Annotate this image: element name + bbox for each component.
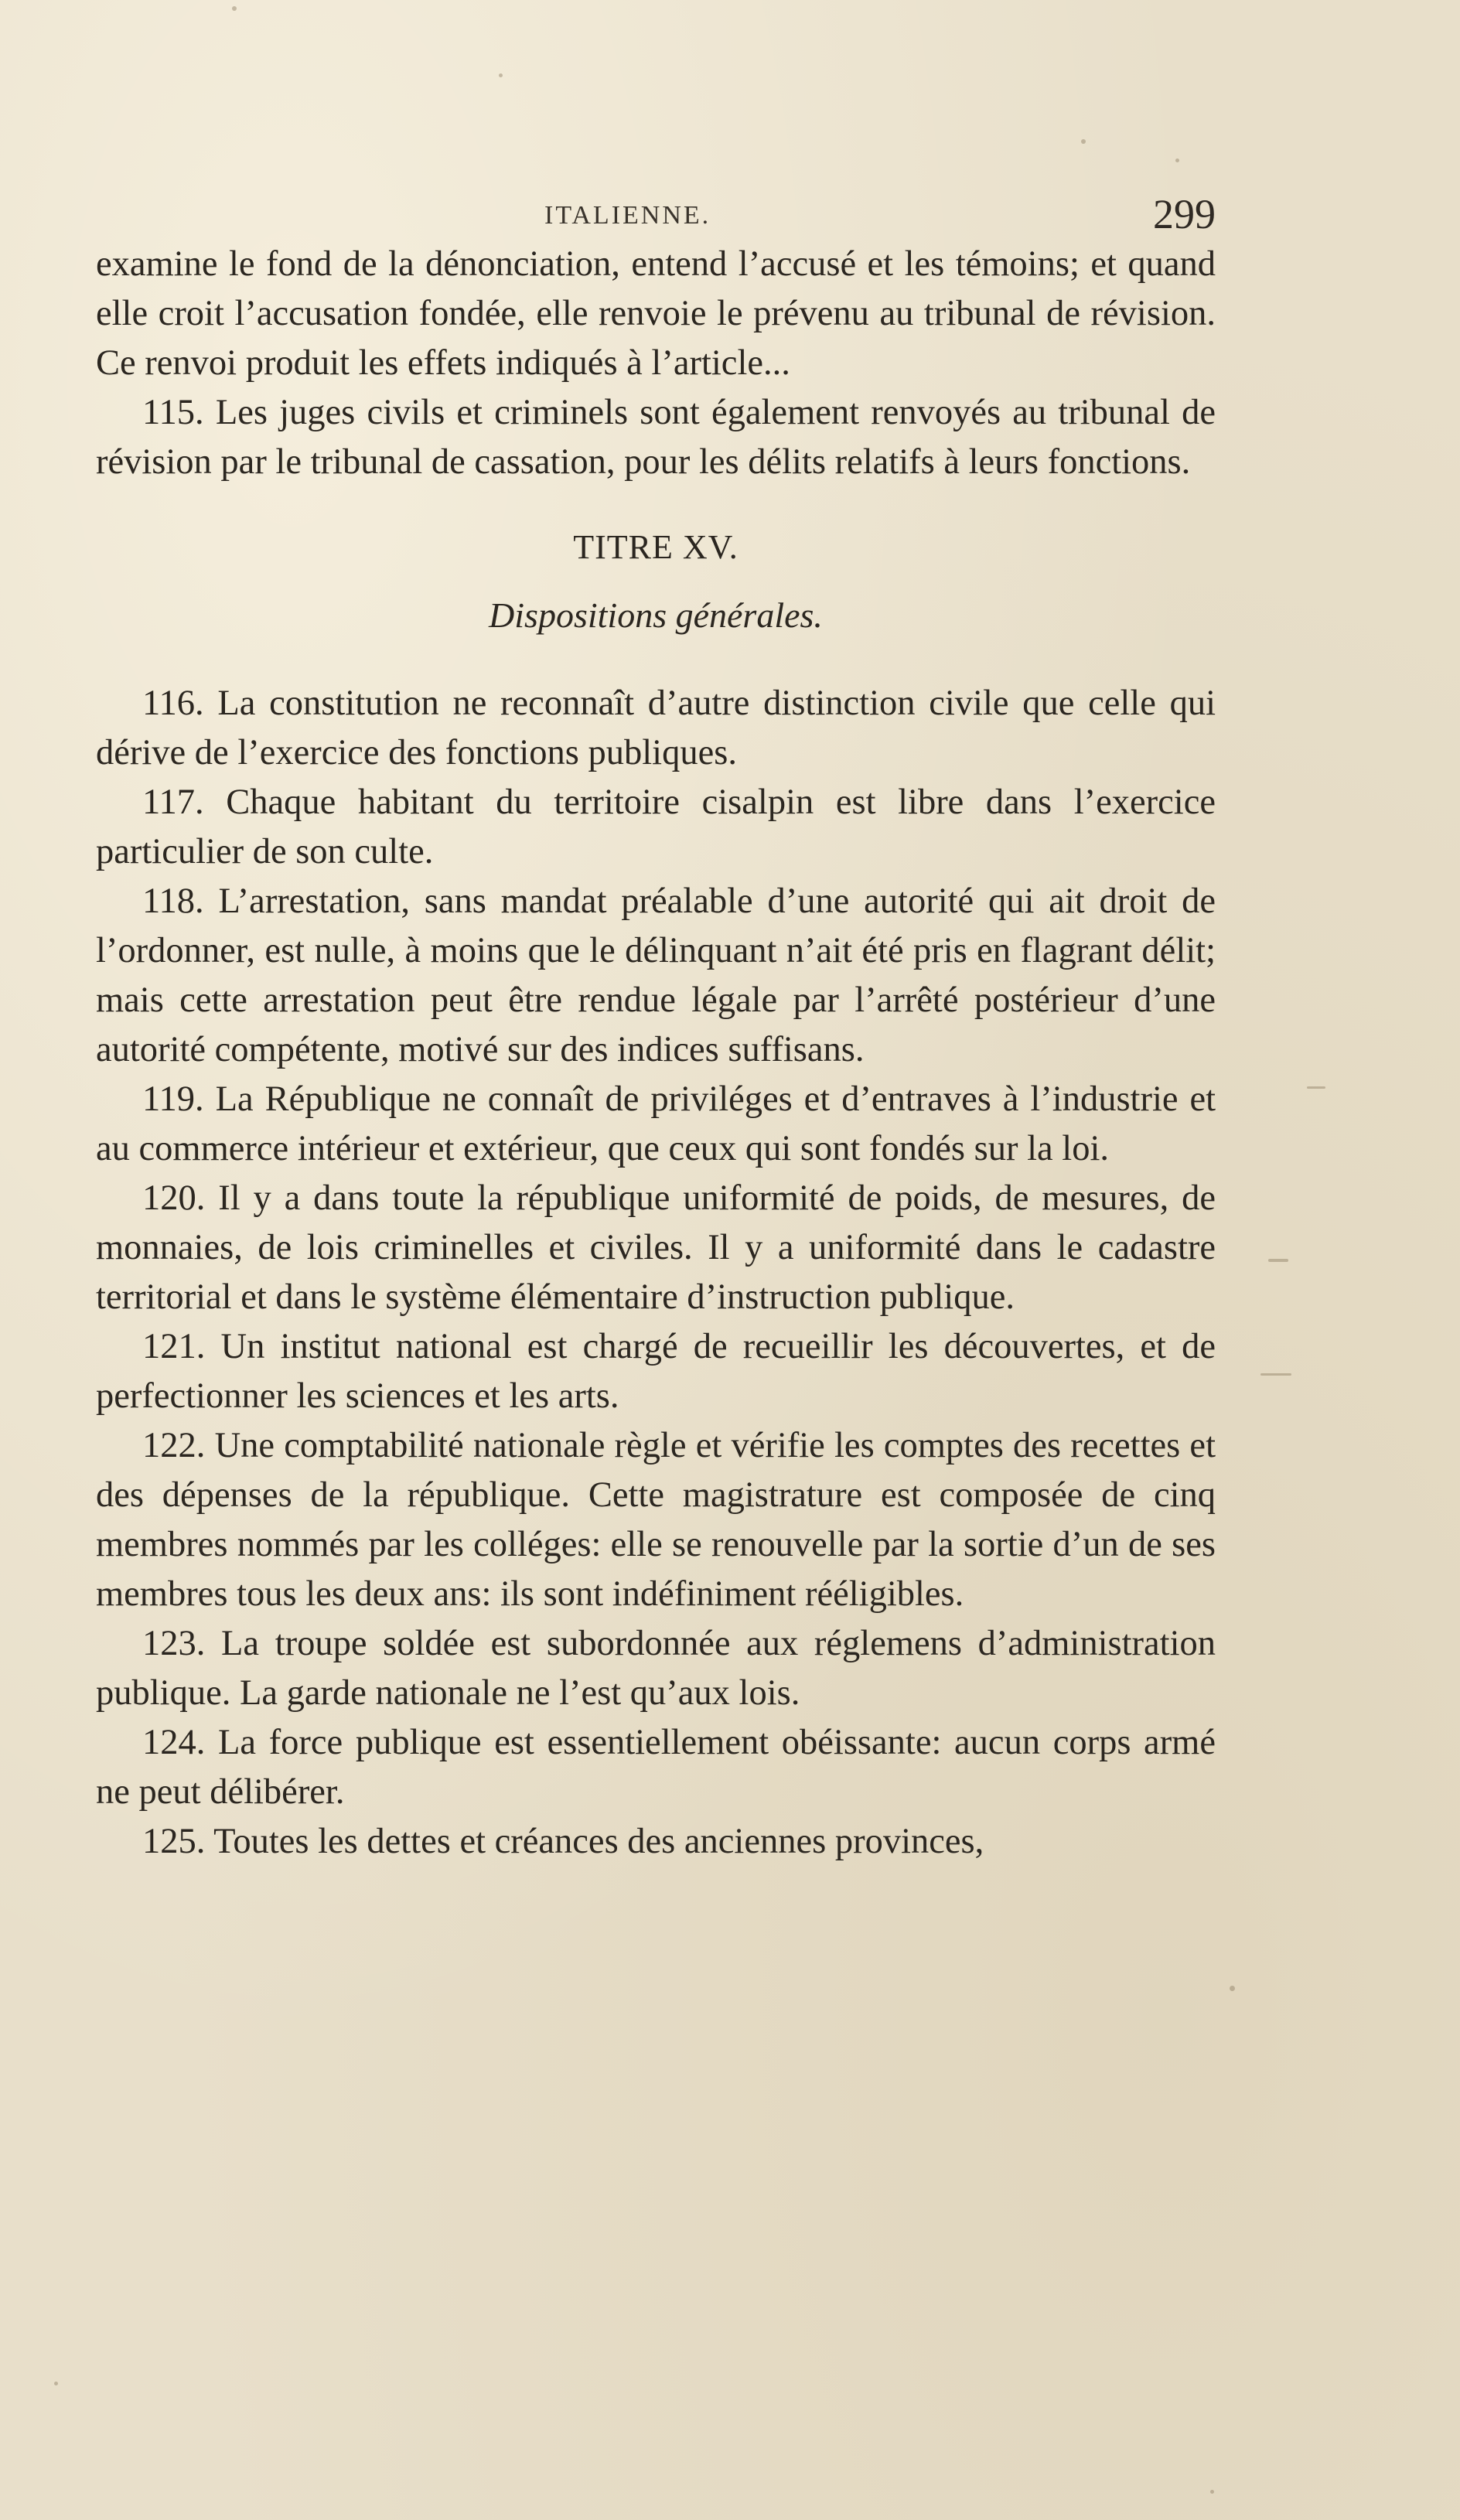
paper-speck (1260, 1373, 1291, 1376)
article-121: 121. Un institut national est chargé de recueillir les découvertes, et de perfectionner les sciences et les arts. (96, 1327, 1216, 1416)
section-subtitle: Dispositions générales. (489, 595, 823, 635)
paper-speck (1210, 2490, 1214, 2494)
paper-speck (1081, 139, 1086, 144)
paper-speck (1175, 159, 1179, 162)
paper-speck (232, 6, 237, 11)
section-title: TITRE XV. (573, 528, 739, 566)
paper-speck (1230, 1986, 1235, 1991)
page-number: 299 (1153, 191, 1216, 237)
article-120: 120. Il y a dans toute la république uniformité de poids, de mesures, de monnaies, de lois criminelles et civiles. Il y a uniformité dans le cadastre territorial et dans le système élémentaire d’instruction publique. (96, 1178, 1216, 1317)
body-text (96, 240, 1216, 1867)
paper-speck (54, 2382, 58, 2385)
paper-speck (499, 73, 503, 77)
paragraph-continued: examine le fond de la dénonciation, entend l’accusé et les témoins; et quand elle croit l’accusation fondée, elle renvoie le prévenu au tribunal de révision. Ce renvoi produit les effets indiqués à l’article... (96, 244, 1216, 383)
article-115: 115. Les juges civils et criminels sont également renvoyés au tribunal de révision par le tribunal de cassation, pour les délits relatifs à leurs fonctions. (96, 393, 1216, 482)
paper-speck (1268, 1259, 1288, 1262)
article-119: 119. La République ne connaît de priviléges et d’entraves à l’industrie et au commerce intérieur et extérieur, que ceux qui sont fondés sur la loi. (96, 1079, 1216, 1168)
article-122: 122. Une comptabilité nationale règle et vérifie les comptes des recettes et des dépenses de la république. Cette magistrature est composée de cinq membres nommés par les colléges: elle se renouvelle par la sortie d’un de ses membres tous les deux ans: ils sont indéfiniment rééligibles. (96, 1426, 1216, 1614)
article-125: 125. Toutes les dettes et créances des anciennes provinces, (142, 1822, 984, 1861)
article-118: 118. L’arrestation, sans mandat préalable d’une autorité qui ait droit de l’ordonner, est nulle, à moins que le délinquant n’ait été pris en flagrant délit; mais cette arrestation peut être rendue légale par l’arrêté postérieur d’une autorité compétente, motivé sur des indices suffisans. (96, 881, 1216, 1069)
article-124: 124. La force publique est essentiellement obéissante: aucun corps armé ne peut délibérer. (96, 1723, 1216, 1812)
article-117: 117. Chaque habitant du territoire cisalpin est libre dans l’exercice particulier de son culte. (96, 783, 1216, 871)
article-116: 116. La constitution ne reconnaît d’autre distinction civile que celle qui dérive de l’exercice des fonctions publiques. (96, 684, 1216, 772)
running-title: ITALIENNE. (544, 201, 711, 230)
paper-speck (1307, 1086, 1325, 1089)
article-123: 123. La troupe soldée est subordonnée aux réglemens d’administration publique. La garde nationale ne l’est qu’aux lois. (96, 1624, 1216, 1713)
